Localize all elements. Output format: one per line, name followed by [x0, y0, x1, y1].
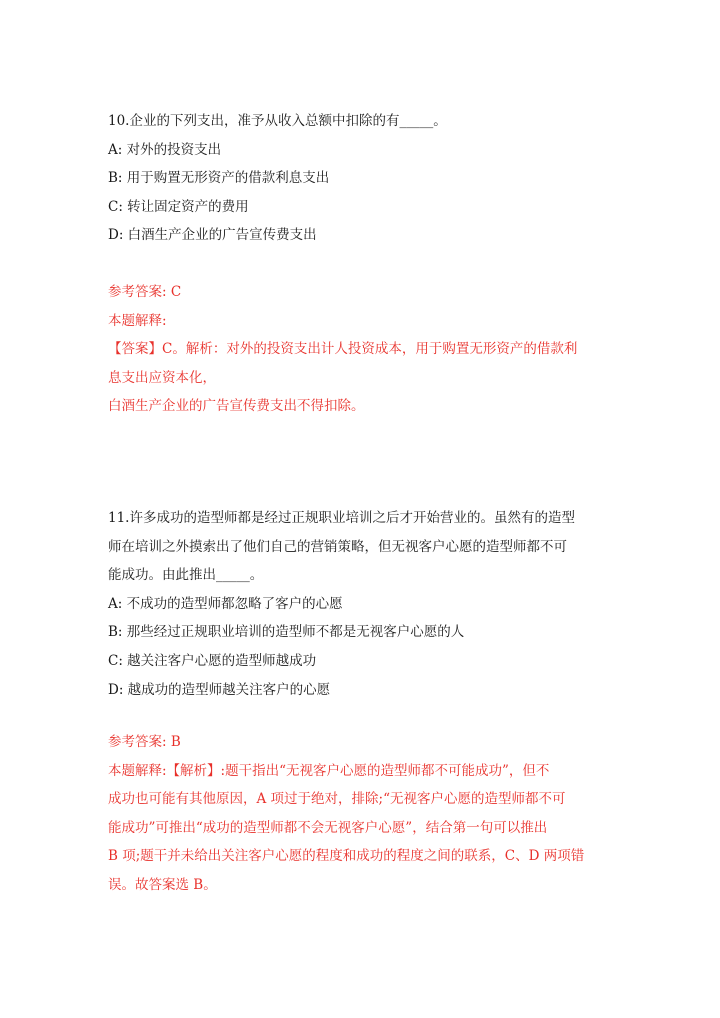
- question-11-option-a: A: 不成功的造型师都忽略了客户的心愿: [108, 595, 343, 612]
- answer-10-explain-line: 白酒生产企业的广告宣传费支出不得扣除。: [108, 398, 365, 415]
- answer-11-key: 参考答案: B: [108, 734, 181, 750]
- question-10: [108, 107, 616, 250]
- answer-10-explain-line: 息支出应资本化，: [108, 369, 216, 386]
- answer-10: [108, 278, 616, 421]
- answer-11-explain-line: 成功也可能有其他原因，A 项过于绝对，排除;“无视客户心愿的造型师都不可: [108, 791, 566, 808]
- question-10-option-a: A: 对外的投资支出: [108, 141, 222, 158]
- question-11-stem-line: 能成功。由此推出_____。: [108, 567, 264, 584]
- answer-11-explain-line: 能成功”可推出“成功的造型师都不会无视客户心愿”，结合第一句可以推出: [108, 819, 548, 836]
- answer-10-explain-title: 本题解释:: [108, 312, 167, 329]
- question-10-option-d: D: 白酒生产企业的广告宣传费支出: [108, 227, 317, 244]
- question-10-option-c: C: 转让固定资产的费用: [108, 198, 249, 215]
- question-11-option-b: B: 那些经过正规职业培训的造型师不都是无视客户心愿的人: [108, 624, 465, 641]
- question-11-option-d: D: 越成功的造型师越关注客户的心愿: [108, 681, 331, 698]
- question-11-stem-line: 11.许多成功的造型师都是经过正规职业培训之后才开始营业的。虽然有的造型: [108, 510, 575, 526]
- question-10-stem: 10.企业的下列支出，准予从收入总额中扣除的有_____。: [108, 113, 447, 129]
- answer-11-explain-line: B 项;题干并未给出关注客户心愿的程度和成功的程度之间的联系，C、D 两项错: [108, 848, 585, 865]
- question-10-option-b: B: 用于购置无形资产的借款利息支出: [108, 170, 330, 187]
- question-11-stem-line: 师在培训之外摸索出了他们自己的营销策略，但无视客户心愿的造型师都不可: [108, 538, 567, 555]
- question-11-option-c: C: 越关注客户心愿的造型师越成功: [108, 652, 317, 669]
- question-11: [108, 504, 616, 704]
- answer-10-key: 参考答案: C: [108, 284, 182, 300]
- answer-11-explain-line: 误。故答案选 B。: [108, 876, 217, 893]
- answer-11: [108, 728, 616, 900]
- answer-11-explain-line: 本题解释:【解析】:题干指出“无视客户心愿的造型师都不可能成功”，但不: [108, 762, 550, 779]
- answer-10-explain-line: 【答案】C。解析：对外的投资支出计人投资成本，用于购置无形资产的借款利: [108, 341, 578, 358]
